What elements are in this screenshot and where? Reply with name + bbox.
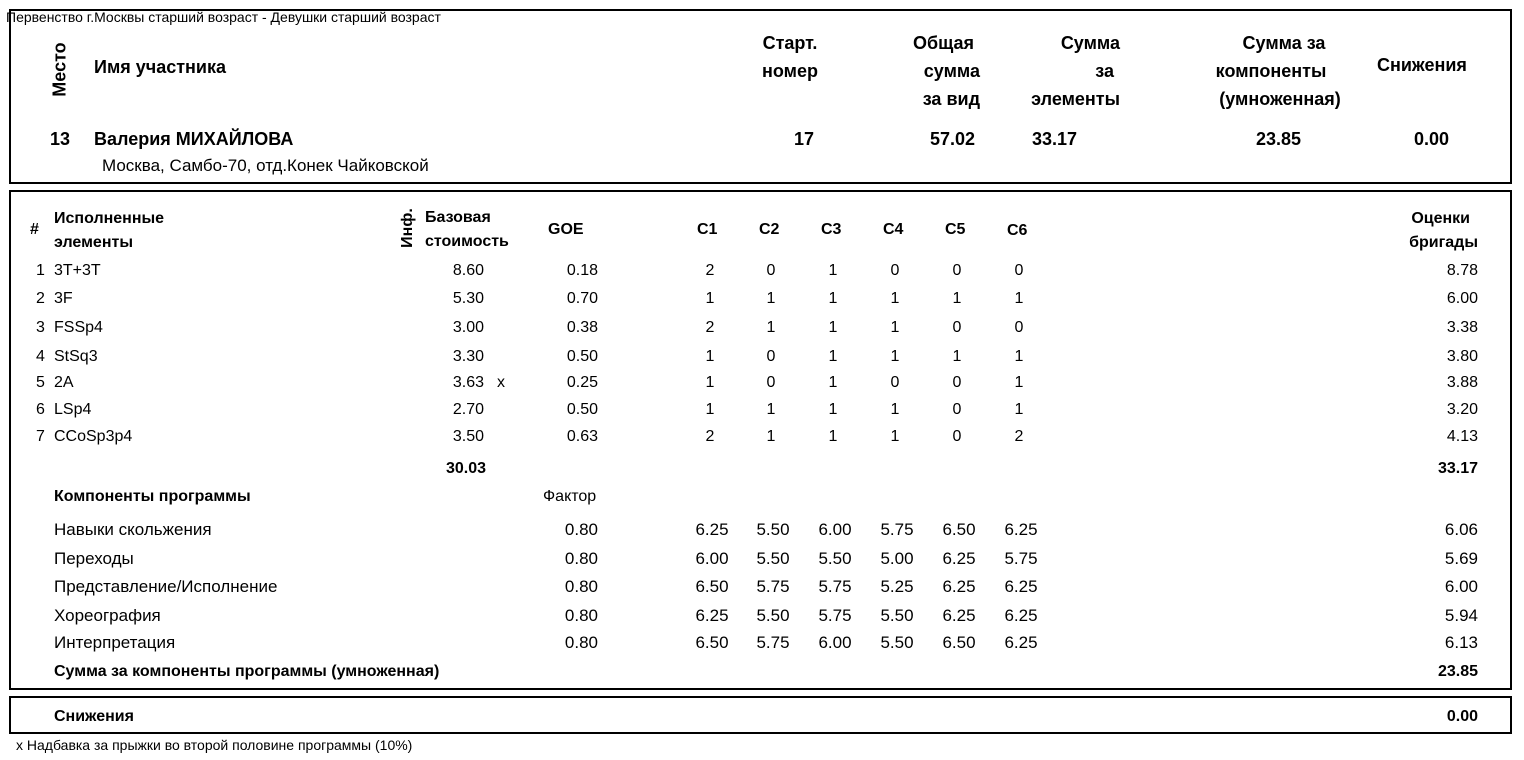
element-judge-c6: 2 — [1014, 428, 1024, 445]
element-name: 2A — [54, 374, 74, 391]
element-judge-c1: 1 — [705, 401, 715, 418]
element-judge-c6: 1 — [1014, 348, 1024, 365]
component-factor: 0.80 — [564, 606, 598, 625]
element-judge-c1: 1 — [705, 374, 715, 391]
component-judge-c5: 6.25 — [942, 549, 976, 568]
element-name: StSq3 — [54, 348, 98, 365]
element-judge-c4: 0 — [890, 374, 900, 391]
base-value-total: 30.03 — [446, 460, 487, 477]
component-judge-c5: 6.25 — [942, 577, 976, 596]
element-base-value: 3.50 — [452, 428, 484, 445]
element-judge-c2: 1 — [766, 290, 776, 307]
element-judge-c4: 1 — [890, 428, 900, 445]
element-judge-c1: 2 — [705, 319, 715, 336]
element-goe: 0.63 — [566, 428, 598, 445]
components-score-header: Сумма за компоненты (умноженная) — [1215, 33, 1341, 109]
component-judge-c1: 6.25 — [695, 606, 729, 625]
element-base-value: 3.63 — [452, 374, 484, 391]
factor-header: Фактор — [543, 488, 597, 505]
element-judge-c3: 1 — [828, 428, 838, 445]
element-judge-c4: 1 — [890, 290, 900, 307]
component-panel-score: 6.06 — [1444, 520, 1478, 539]
component-judge-c4: 5.00 — [880, 549, 914, 568]
element-judge-c4: 1 — [890, 319, 900, 336]
element-panel-score: 3.80 — [1446, 348, 1478, 365]
elements-score-header: Сумма за элементы — [1031, 33, 1120, 109]
element-number: 5 — [36, 374, 45, 391]
element-judge-c3: 1 — [828, 348, 838, 365]
goe-header: GOE — [548, 221, 584, 238]
component-name: Хореография — [54, 606, 161, 625]
component-judge-c6: 6.25 — [1004, 520, 1038, 539]
component-factor: 0.80 — [564, 633, 598, 652]
element-judge-c5: 0 — [952, 262, 962, 279]
components-total-label: Сумма за компоненты программы (умноженная) — [54, 663, 440, 680]
judge-c5-header: C5 — [945, 221, 966, 238]
element-name: 3F — [54, 290, 73, 307]
element-number: 6 — [36, 401, 45, 418]
element-goe: 0.50 — [566, 401, 598, 418]
element-judge-c2: 1 — [766, 319, 776, 336]
element-judge-c4: 0 — [890, 262, 900, 279]
element-judge-c2: 1 — [766, 428, 776, 445]
element-judge-c2: 0 — [766, 262, 776, 279]
component-judge-c1: 6.50 — [695, 577, 729, 596]
element-judge-c5: 0 — [952, 374, 962, 391]
element-judge-c2: 0 — [766, 374, 776, 391]
component-name: Представление/Исполнение — [54, 577, 278, 596]
element-judge-c1: 2 — [705, 262, 715, 279]
component-judge-c3: 5.75 — [818, 606, 852, 625]
component-judge-c5: 6.50 — [942, 520, 976, 539]
components-score-value: 23.85 — [1256, 129, 1302, 149]
element-judge-c6: 1 — [1014, 401, 1024, 418]
judge-c3-header: C3 — [821, 221, 842, 238]
element-judge-c1: 1 — [705, 348, 715, 365]
element-judge-c6: 1 — [1014, 290, 1024, 307]
component-judge-c4: 5.25 — [880, 577, 914, 596]
element-panel-score: 8.78 — [1446, 262, 1478, 279]
judge-c2-header: C2 — [759, 221, 780, 238]
panel-score-header: Оценки бригады — [1409, 210, 1478, 251]
component-panel-score: 5.69 — [1444, 549, 1478, 568]
element-base-value: 2.70 — [452, 401, 484, 418]
base-value-header: Базовая стоимость — [425, 209, 509, 250]
component-judge-c6: 6.25 — [1004, 633, 1038, 652]
start-number-value: 17 — [794, 129, 815, 149]
element-judge-c1: 2 — [705, 428, 715, 445]
info-column-header: Инф. — [399, 208, 416, 248]
element-judge-c5: 1 — [952, 290, 962, 307]
element-judge-c2: 1 — [766, 401, 776, 418]
component-judge-c5: 6.50 — [942, 633, 976, 652]
element-judge-c3: 1 — [828, 374, 838, 391]
footnote: x Надбавка за прыжки во второй половине программы (10%) — [16, 737, 413, 753]
component-judge-c3: 6.00 — [818, 520, 852, 539]
element-panel-score: 3.88 — [1446, 374, 1478, 391]
judge-c4-header: C4 — [883, 221, 904, 238]
place-column-header: Место — [49, 42, 70, 97]
deductions-value: 0.00 — [1414, 129, 1450, 149]
number-column-header: # — [30, 221, 39, 238]
component-judge-c4: 5.75 — [880, 520, 914, 539]
judge-c6-header: C6 — [1007, 222, 1028, 239]
component-panel-score: 5.94 — [1444, 606, 1478, 625]
elements-score-total: 33.17 — [1437, 460, 1478, 477]
component-judge-c6: 6.25 — [1004, 577, 1038, 596]
element-goe: 0.70 — [566, 290, 598, 307]
element-judge-c6: 1 — [1014, 374, 1024, 391]
element-judge-c5: 0 — [952, 319, 962, 336]
element-goe: 0.18 — [566, 262, 598, 279]
component-factor: 0.80 — [564, 577, 598, 596]
component-judge-c6: 6.25 — [1004, 606, 1038, 625]
element-goe: 0.25 — [566, 374, 598, 391]
element-panel-score: 3.38 — [1446, 319, 1478, 336]
element-judge-c6: 0 — [1014, 319, 1024, 336]
element-name: CCoSp3p4 — [54, 428, 133, 445]
element-goe: 0.38 — [566, 319, 598, 336]
component-judge-c2: 5.50 — [756, 520, 790, 539]
competition-title: Первенство г.Москвы старший возраст - Девушки старший возраст — [6, 9, 441, 25]
component-name: Навыки скольжения — [54, 520, 212, 539]
component-panel-score: 6.13 — [1444, 633, 1478, 652]
component-judge-c3: 5.75 — [818, 577, 852, 596]
program-components-title: Компоненты программы — [54, 488, 251, 505]
element-judge-c5: 0 — [952, 428, 962, 445]
component-name: Переходы — [54, 549, 134, 568]
element-number: 4 — [36, 348, 45, 365]
component-judge-c2: 5.50 — [756, 606, 790, 625]
element-judge-c4: 1 — [890, 401, 900, 418]
component-judge-c4: 5.50 — [880, 606, 914, 625]
element-judge-c5: 0 — [952, 401, 962, 418]
executed-elements-header: Исполненные элементы — [54, 210, 165, 251]
component-judge-c2: 5.50 — [756, 549, 790, 568]
element-base-value: 5.30 — [452, 290, 484, 307]
element-number: 2 — [36, 290, 45, 307]
component-judge-c3: 5.50 — [818, 549, 852, 568]
element-judge-c3: 1 — [828, 401, 838, 418]
skater-name: Валерия МИХАЙЛОВА — [94, 129, 294, 149]
component-judge-c1: 6.00 — [695, 549, 729, 568]
skater-club: Москва, Самбо-70, отд.Конек Чайковской — [102, 156, 429, 175]
deductions-header: Снижения — [1377, 55, 1467, 75]
component-judge-c3: 6.00 — [818, 633, 852, 652]
element-judge-c3: 1 — [828, 290, 838, 307]
element-judge-c2: 0 — [766, 348, 776, 365]
place-value: 13 — [50, 129, 71, 149]
element-judge-c5: 1 — [952, 348, 962, 365]
judge-c1-header: C1 — [697, 221, 718, 238]
deductions-box — [9, 696, 1512, 734]
element-info: x — [497, 374, 505, 391]
total-score-value: 57.02 — [930, 129, 976, 149]
element-number: 7 — [36, 428, 45, 445]
component-panel-score: 6.00 — [1444, 577, 1478, 596]
element-name: LSp4 — [54, 401, 92, 418]
name-column-header: Имя участника — [94, 57, 227, 77]
component-judge-c2: 5.75 — [756, 577, 790, 596]
component-judge-c6: 5.75 — [1004, 549, 1038, 568]
total-score-header: Общая сумма за вид — [912, 33, 980, 109]
deductions-total: 0.00 — [1446, 708, 1478, 725]
component-judge-c1: 6.25 — [695, 520, 729, 539]
deductions-label: Снижения — [54, 708, 134, 725]
element-name: 3T+3T — [54, 262, 101, 279]
component-judge-c2: 5.75 — [756, 633, 790, 652]
component-factor: 0.80 — [564, 520, 598, 539]
element-number: 1 — [36, 262, 45, 279]
element-base-value: 3.30 — [452, 348, 484, 365]
element-name: FSSp4 — [54, 319, 103, 336]
component-factor: 0.80 — [564, 549, 598, 568]
component-judge-c1: 6.50 — [695, 633, 729, 652]
element-base-value: 3.00 — [452, 319, 484, 336]
element-judge-c1: 1 — [705, 290, 715, 307]
element-base-value: 8.60 — [452, 262, 484, 279]
element-panel-score: 6.00 — [1446, 290, 1478, 307]
element-judge-c3: 1 — [828, 319, 838, 336]
component-name: Интерпретация — [54, 633, 176, 652]
element-number: 3 — [36, 319, 45, 336]
component-judge-c4: 5.50 — [880, 633, 914, 652]
element-judge-c6: 0 — [1014, 262, 1024, 279]
element-goe: 0.50 — [566, 348, 598, 365]
element-judge-c3: 1 — [828, 262, 838, 279]
element-panel-score: 4.13 — [1446, 428, 1478, 445]
element-panel-score: 3.20 — [1446, 401, 1478, 418]
elements-score-value: 33.17 — [1032, 129, 1078, 149]
element-judge-c4: 1 — [890, 348, 900, 365]
start-number-header: Старт. номер — [762, 33, 818, 81]
component-judge-c5: 6.25 — [942, 606, 976, 625]
components-total-value: 23.85 — [1437, 663, 1478, 680]
